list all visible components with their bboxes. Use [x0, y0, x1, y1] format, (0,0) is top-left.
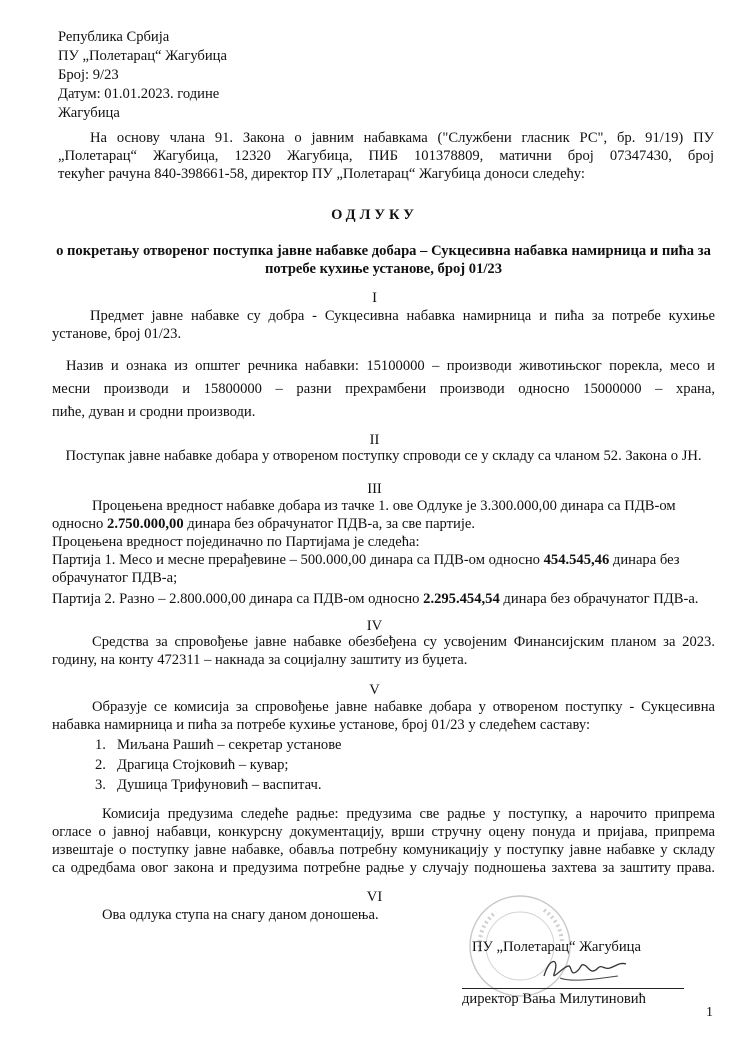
subtitle-line: потребе кухиње установе, број 01/23	[264, 261, 503, 277]
commission-members-list	[95, 736, 342, 796]
section-4-paragraph	[52, 633, 715, 669]
member-text: Душица Трифуновић – васпитач.	[117, 777, 322, 793]
section-2-paragraph: Поступак јавне набавке добара у отвореном поступку спроводи се у складу са чланом 52. Закона о ЈН.	[65, 448, 702, 464]
list-number: 2.	[95, 757, 106, 773]
section-numeral-3: III	[367, 481, 382, 497]
paragraph-line: набавка намирница и пића за потребе кухиње установе, број 01/23 у следећем саставу:	[52, 717, 591, 733]
list-number: 3.	[95, 777, 106, 793]
paragraph-line: Образује се комисија за спровођење јавне набавке добара у отвореном поступку - Сукцесивна	[92, 699, 715, 715]
document-date: Датум: 01.01.2023. године	[58, 86, 220, 102]
list-number: 1.	[95, 737, 106, 753]
lot-2-without-vat: 2.295.454,54	[423, 591, 500, 607]
country-line: Република Србија	[58, 29, 170, 45]
member-text: Драгица Стојковић – кувар;	[117, 757, 289, 773]
section-numeral-5: V	[369, 682, 380, 698]
paragraph-line	[52, 551, 715, 569]
list-item	[95, 756, 342, 776]
list-item	[95, 776, 342, 796]
text-part: динара без	[609, 552, 680, 568]
document-subtitle	[52, 242, 715, 278]
paragraph-line: огласе о јавној набавци, конкурсну документацију, врши стручну оцену понуда и пријава, припрема	[52, 824, 715, 840]
place-line: Жагубица	[58, 105, 120, 121]
document-header	[58, 28, 227, 123]
paragraph-line	[52, 590, 715, 608]
paragraph-line: обрачунатог ПДВ-а;	[52, 570, 178, 586]
section-1-paragraph-1	[52, 307, 715, 343]
paragraph-line: Процењена вредност појединачно по Партијама је следећа:	[52, 534, 420, 550]
section-numeral-2: II	[369, 432, 380, 448]
paragraph-line: Средства за спровођење јавне набавке обезбеђена су усвојеним Финансијским планом за 2023.	[92, 634, 715, 650]
paragraph-line: Комисија предузима следеће радње: предузима све радње у поступку, а нарочито припрема	[102, 806, 715, 822]
document-title: ОДЛУКУ	[331, 207, 418, 223]
reference-number: Број: 9/23	[58, 67, 119, 83]
paragraph-line: Назив и ознака из општег речника набавки: 15100000 – производи животињског порекла, месо и	[66, 358, 715, 374]
intro-line: На основу члана 91. Закона о јавним набавкама ("Службени гласник РС", бр. 91/19) ПУ	[90, 130, 714, 146]
text-part: Партија 2. Разно – 2.800.000,00 динара са ПДВ-ом односно	[52, 591, 424, 607]
paragraph-line	[52, 515, 715, 533]
page-number: 1	[706, 1005, 713, 1020]
section-numeral-1: I	[372, 290, 377, 306]
intro-line: текућег рачуна 840-398661-58, директор ПУ „Полетарац“ Жагубица доноси следећу:	[58, 166, 585, 182]
section-5-paragraph-2	[52, 805, 715, 877]
signatory-name: директор Вања Милутиновић	[462, 991, 646, 1007]
paragraph-line: установе, број 01/23.	[52, 326, 182, 342]
section-numeral-6: VI	[366, 889, 383, 905]
text-part: динара без обрачунатог ПДВ-а, за све партије.	[183, 516, 476, 532]
paragraph-line: Предмет јавне набавке су добра - Сукцесивна набавка намирница и пића за потребе кухиње	[90, 308, 715, 324]
signature-line	[462, 988, 684, 989]
paragraph-line: Процењена вредност набавке добара из тачке 1. ове Одлуке је 3.300.000,00 динара са ПДВ-ом	[92, 498, 676, 514]
handwritten-signature	[540, 948, 630, 988]
text-part: Партија 1. Месо и месне прерађевине – 500.000,00 динара са ПДВ-ом односно	[52, 552, 544, 568]
paragraph-line: извештаје о поступку јавне набавке, обавља потребну комуникацију у поступку јавне набавке у складу	[52, 842, 715, 858]
member-text: Миљана Рашић – секретар установе	[117, 737, 342, 753]
text-part: односно	[52, 516, 108, 532]
institution-line: ПУ „Полетарац“ Жагубица	[58, 48, 227, 64]
text-part: динара без обрачунатог ПДВ-а.	[499, 591, 699, 607]
paragraph-line: месни производи и 15800000 – разни прехрамбени производи односно 15000000 – храна,	[52, 381, 715, 397]
lot-1-without-vat: 454.545,46	[543, 552, 610, 568]
paragraph-line: годину, на конту 472311 – накнада за социјалну заштиту из буџета.	[52, 652, 468, 668]
section-1-paragraph-2	[52, 355, 715, 424]
paragraph-line: пиће, дуван и сродни производи.	[52, 404, 256, 420]
list-item	[95, 736, 342, 756]
signature-institution: ПУ „Полетарац“ Жагубица	[472, 939, 641, 955]
intro-line: „Полетарац“ Жагубица, 12320 Жагубица, ПИБ 101378809, матични број 07347430, број	[58, 148, 714, 164]
section-5-paragraph-1	[52, 698, 715, 734]
subtitle-line: о покретању отвореног поступка јавне набавке добара – Сукцесивна набавка намирница и пића за	[56, 243, 711, 259]
section-3-paragraph	[52, 497, 715, 608]
section-numeral-4: IV	[366, 618, 383, 634]
total-without-vat: 2.750.000,00	[107, 516, 184, 532]
intro-paragraph	[58, 129, 714, 183]
paragraph-line: са одредбама овог закона и предузима потребне радње у случају подношења захтева за заштиту права.	[52, 860, 715, 876]
section-6-paragraph: Ова одлука ступа на снагу даном доношења.	[102, 907, 379, 923]
